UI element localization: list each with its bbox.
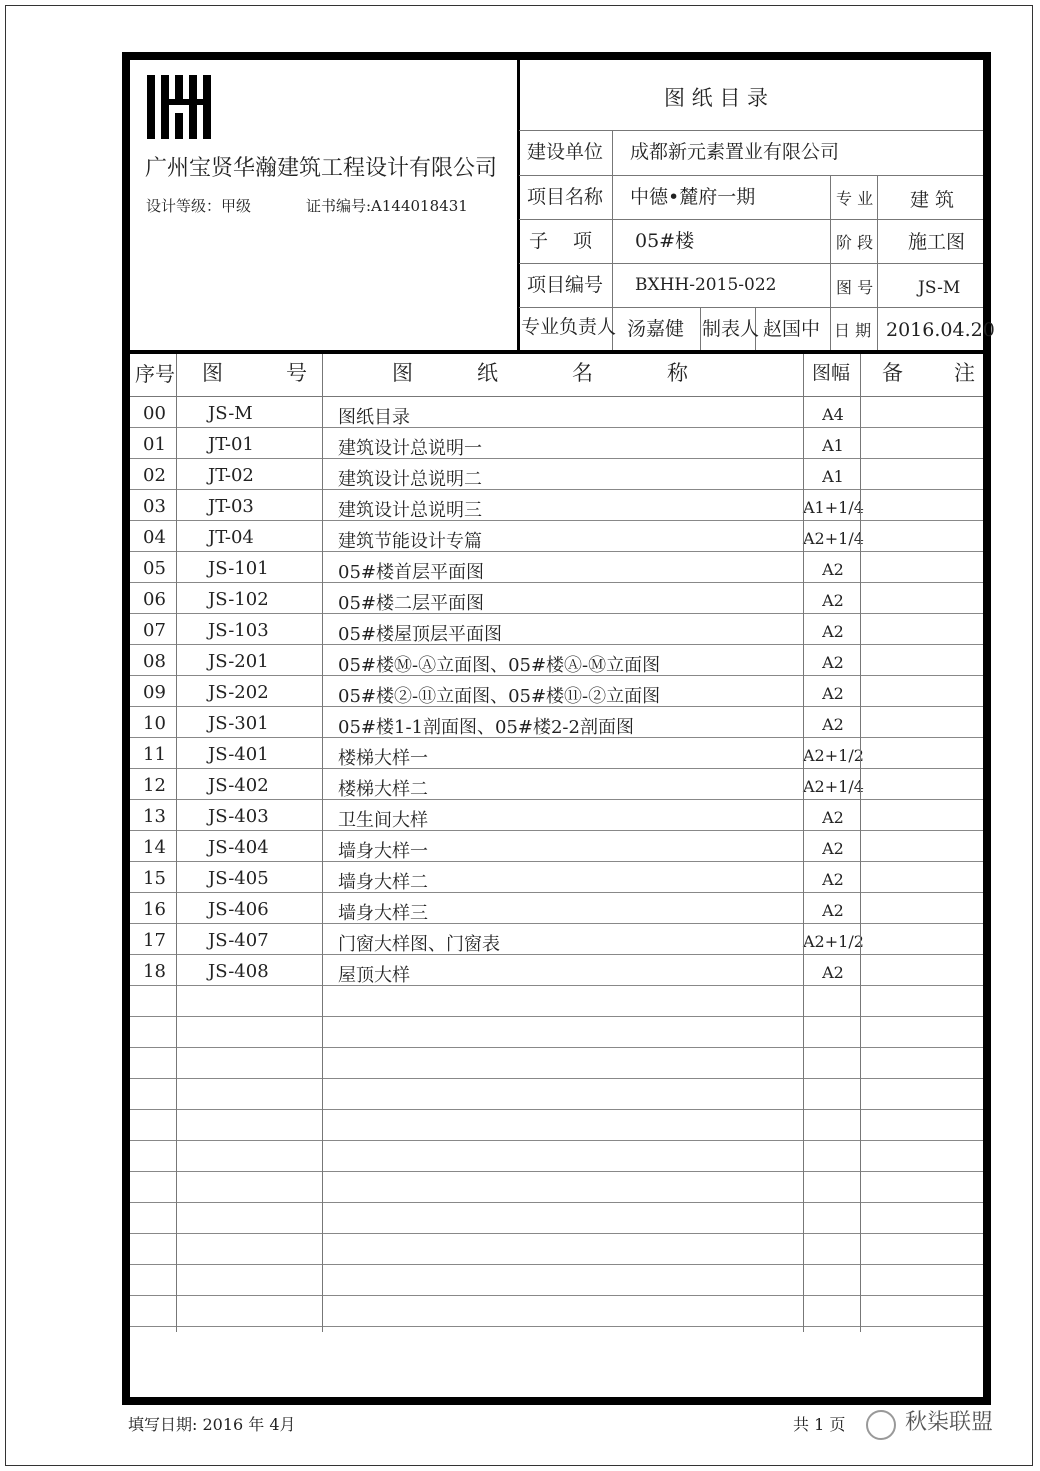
row-number: 10 <box>143 713 166 734</box>
blank-row <box>130 1234 983 1265</box>
row-number: 08 <box>143 651 166 672</box>
page-count: 共 1 页 <box>793 1415 846 1434</box>
header-name-1: 图 <box>392 361 413 385</box>
table-row <box>130 738 983 769</box>
sheet-size: A2 <box>822 591 844 610</box>
drawing-name: 05#楼1-1剖面图、05#楼2-2剖面图 <box>338 717 634 738</box>
drawing-code: JS-402 <box>208 775 269 796</box>
table-row <box>130 397 983 428</box>
drawing-code: JS-102 <box>208 589 269 610</box>
sheet-size: A2 <box>822 901 844 920</box>
drawing-name: 墙身大样三 <box>338 903 428 924</box>
drawing-code: JT-03 <box>208 496 254 517</box>
watermark: 秋柒联盟 <box>905 1410 994 1435</box>
sheet-size: A2 <box>822 622 844 641</box>
sheet-title: 图 纸 目 录 <box>664 86 769 110</box>
row-number: 02 <box>143 465 166 486</box>
company-name: 广州宝贤华瀚建筑工程设计有限公司 <box>145 156 498 181</box>
drawing-code: JS-101 <box>208 558 269 579</box>
table-row <box>130 583 983 614</box>
table-row <box>130 955 983 986</box>
sheet-size: A1 <box>822 436 844 455</box>
drawing-code: JS-405 <box>208 868 269 889</box>
stage-value: 施工图 <box>908 231 966 253</box>
sheet-size: A2+1/2 <box>803 746 864 765</box>
drawing-name: 05#楼屋顶层平面图 <box>338 624 502 645</box>
header-code-2: 号 <box>286 361 307 385</box>
table-row <box>130 924 983 955</box>
table-row <box>130 893 983 924</box>
drawing-name: 墙身大样一 <box>338 841 428 862</box>
header-remark-1: 备 <box>882 361 903 385</box>
drawing-name: 建筑节能设计专篇 <box>338 531 482 552</box>
row-number: 15 <box>143 868 166 889</box>
drawing-code: JT-01 <box>208 434 254 455</box>
date-label: 日 期 <box>834 321 872 340</box>
row-number: 11 <box>143 744 166 765</box>
sheet-size: A2 <box>822 560 844 579</box>
drawing-code: JS-103 <box>208 620 269 641</box>
sheet-size: A2 <box>822 715 844 734</box>
drawing-name: 05#楼首层平面图 <box>338 562 484 583</box>
drawing-name: 墙身大样二 <box>338 872 428 893</box>
blank-row <box>130 1172 983 1203</box>
header-name-4: 称 <box>667 361 688 385</box>
drawing-code: JS-403 <box>208 806 269 827</box>
discipline-label: 专 业 <box>836 189 874 208</box>
row-number: 14 <box>143 837 166 858</box>
blank-row <box>130 1110 983 1141</box>
sheet-size: A2+1/4 <box>803 529 864 548</box>
preparer-label: 制表人 <box>702 318 760 340</box>
table-row <box>130 521 983 552</box>
drawing-code: JS-301 <box>208 713 269 734</box>
project-label: 项目名称 <box>527 186 604 208</box>
table-row <box>130 676 983 707</box>
client-label: 建设单位 <box>527 141 604 163</box>
table-row <box>130 645 983 676</box>
sheet-size: A2 <box>822 963 844 982</box>
drawing-code: JS-406 <box>208 899 269 920</box>
drawing-name: 05#楼②-⑪立面图、05#楼⑪-②立面图 <box>338 686 661 707</box>
row-number: 00 <box>143 403 166 424</box>
row-number: 06 <box>143 589 166 610</box>
header-name-3: 名 <box>572 361 593 385</box>
header-name-2: 纸 <box>477 361 498 385</box>
sheet-size: A2 <box>822 684 844 703</box>
table-row <box>130 800 983 831</box>
preparer-value: 赵国中 <box>763 318 821 340</box>
drawing-code: JS-408 <box>208 961 269 982</box>
table-row <box>130 707 983 738</box>
sheet-size: A4 <box>822 405 844 424</box>
project-number-label: 项目编号 <box>527 274 604 296</box>
drawing-name: 05#楼Ⓜ-Ⓐ立面图、05#楼Ⓐ-Ⓜ立面图 <box>338 655 661 676</box>
table-row <box>130 862 983 893</box>
company-logo <box>147 75 211 139</box>
row-number: 16 <box>143 899 166 920</box>
header-remark-2: 注 <box>954 361 975 385</box>
drawing-number-label: 图 号 <box>836 278 874 297</box>
sheet-size: A2+1/2 <box>803 932 864 951</box>
divider <box>517 60 520 352</box>
drawing-name: 建筑设计总说明一 <box>338 438 482 459</box>
blank-row <box>130 1203 983 1234</box>
client-value: 成都新元素置业有限公司 <box>630 141 840 163</box>
table-row <box>130 459 983 490</box>
sheet-size: A1 <box>822 467 844 486</box>
table-row <box>130 831 983 862</box>
drawing-name: 图纸目录 <box>338 407 410 428</box>
sheet-size: A1+1/4 <box>803 498 864 517</box>
blank-row <box>130 1265 983 1296</box>
drawing-name: 建筑设计总说明二 <box>338 469 482 490</box>
header-no: 序号 <box>135 362 175 386</box>
sheet-size: A2 <box>822 808 844 827</box>
wechat-icon <box>866 1410 896 1440</box>
drawing-code: JS-407 <box>208 930 269 951</box>
drawing-code: JS-404 <box>208 837 269 858</box>
drawing-code: JT-02 <box>208 465 254 486</box>
sheet-size: A2 <box>822 653 844 672</box>
drawing-code: JT-04 <box>208 527 254 548</box>
fill-date: 填写日期: 2016 年 4月 <box>128 1415 296 1434</box>
subitem-label: 子 项 <box>529 230 593 252</box>
table-row <box>130 769 983 800</box>
lead-value: 汤嘉健 <box>627 318 685 340</box>
drawing-code: JS-M <box>208 403 253 424</box>
row-number: 04 <box>143 527 166 548</box>
row-number: 05 <box>143 558 166 579</box>
drawing-code: JS-201 <box>208 651 269 672</box>
header-size: 图幅 <box>812 362 851 384</box>
drawing-name: 卫生间大样 <box>338 810 428 831</box>
blank-row <box>130 1141 983 1172</box>
drawing-number-value: JS-M <box>918 278 961 298</box>
drawing-name: 门窗大样图、门窗表 <box>338 934 500 955</box>
drawing-code: JS-401 <box>208 744 269 765</box>
drawing-name: 楼梯大样一 <box>338 748 428 769</box>
row-number: 13 <box>143 806 166 827</box>
project-value: 中德•麓府一期 <box>630 186 756 208</box>
table-row <box>130 552 983 583</box>
table-row <box>130 614 983 645</box>
blank-row <box>130 1048 983 1079</box>
header-code-1: 图 <box>202 361 223 385</box>
sheet-size: A2 <box>822 839 844 858</box>
project-number-value: BXHH-2015-022 <box>635 275 777 295</box>
blank-row <box>130 1017 983 1048</box>
drawing-name: 05#楼二层平面图 <box>338 593 484 614</box>
discipline-value: 建 筑 <box>910 189 955 211</box>
row-number: 07 <box>143 620 166 641</box>
row-number: 09 <box>143 682 166 703</box>
drawing-name: 楼梯大样二 <box>338 779 428 800</box>
row-number: 17 <box>143 930 166 951</box>
drawing-name: 屋顶大样 <box>338 965 410 986</box>
row-number: 12 <box>143 775 166 796</box>
certificate-number: 证书编号:A144018431 <box>306 197 468 215</box>
blank-row <box>130 1296 983 1327</box>
drawing-name: 建筑设计总说明三 <box>338 500 482 521</box>
blank-row <box>130 986 983 1017</box>
table-row <box>130 428 983 459</box>
blank-row <box>130 1079 983 1110</box>
row-number: 03 <box>143 496 166 517</box>
date-value: 2016.04.20 <box>886 319 995 341</box>
table-row <box>130 490 983 521</box>
row-number: 01 <box>143 434 166 455</box>
subitem-value: 05#楼 <box>635 230 695 252</box>
row-number: 18 <box>143 961 166 982</box>
sheet-size: A2 <box>822 870 844 889</box>
stage-label: 阶 段 <box>836 233 874 252</box>
drawing-code: JS-202 <box>208 682 269 703</box>
design-grade: 设计等级：甲级 <box>146 197 252 215</box>
lead-label: 专业负责人 <box>521 316 617 338</box>
sheet-size: A2+1/4 <box>803 777 864 796</box>
